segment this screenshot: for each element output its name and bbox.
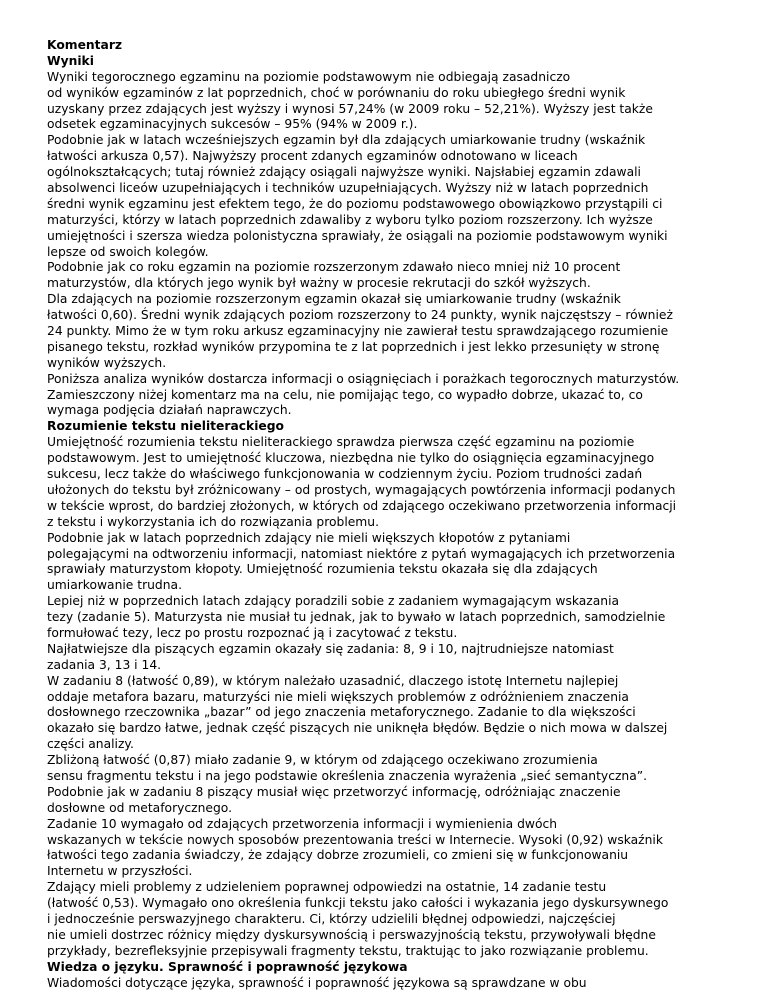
text-line: lepsze od swoich kolegów.: [47, 244, 209, 259]
text-line: w tekście wprost, do bardziej złożonych, w których od zdającego oczekiwano przetworzenia informacji: [47, 498, 677, 513]
text-line: podstawowym. Jest to umiejętność kluczowa, niezbędna nie tylko do osiągnięcia egzaminacyjnego: [47, 451, 655, 466]
text-line: absolwenci liceów uzupełniających i techników uzupełniających. Wyższy niż w latach poprzednich: [47, 181, 649, 196]
text-line: ułożonych do tekstu był zróżnicowany – od prostych, wymagających powtórzenia informacji podanych: [47, 482, 676, 497]
text-line: ogólnokształcących; tutaj również zdający osiągali najwyższe wyniki. Najsłabiej egzamin zdawali: [47, 165, 641, 180]
text-line: średni wynik egzaminu jest efektem tego, że do poziomu podstawowego obowiązkowo przystąpili ci: [47, 196, 663, 211]
section-heading: Rozumienie tekstu nieliterackiego: [47, 419, 285, 434]
text-line: Podobnie jak w zadaniu 8 piszący musiał więc przetworzyć informację, odróżniając znaczenie: [47, 784, 621, 799]
text-line: umiarkowanie trudna.: [47, 578, 182, 593]
text-line: wyników wyższych.: [47, 355, 167, 370]
text-line: Poniższa analiza wyników dostarcza informacji o osiągnięciach i porażkach tegorocznych maturzystów.: [47, 371, 680, 386]
text-line: okazało się bardzo łatwe, jednak część piszących nie uniknęła błędów. Będzie o nich mowa w dalszej: [47, 721, 668, 736]
text-line: oddaje metafora bazaru, maturzyści nie mieli większych problemów z odróżnieniem znaczenia: [47, 689, 629, 704]
text-line: Dla zdających na poziomie rozszerzonym egzamin okazał się umiarkowanie trudny (wskaźnik: [47, 292, 621, 307]
text-line: Najłatwiejsze dla piszących egzamin okazały się zadania: 8, 9 i 10, najtrudniejsze natomiast: [47, 641, 614, 656]
text-line: polegającymi na odtworzeniu informacji, natomiast niektóre z pytań wymagających ich przetworzenia: [47, 546, 676, 561]
text-line: i jednocześnie perswazyjnego charakteru. Ci, którzy udzielili błędnej odpowiedzi, najczęściej: [47, 911, 616, 926]
text-line: umiejętności i szersza wiedza polonistyczna sprawiały, że osiągali na poziomie podstawowym wyniki: [47, 228, 668, 243]
text-line: łatwości 0,60). Średni wynik zdających poziom rozszerzony to 24 punkty, wynik najczęstszy – również: [47, 308, 673, 323]
text-line: Internetu w przyszłości.: [47, 864, 193, 879]
text-line: nie umieli dostrzec różnicy między dyskursywnością i perswazyjnością tekstu, przywoływali błędne: [47, 927, 656, 942]
text-line: zadania 3, 13 i 14.: [47, 657, 162, 672]
text-line: sensu fragmentu tekstu i na jego podstawie określenia znaczenia wyrażenia „sieć semantyczna”.: [47, 768, 648, 783]
text-line: (łatwość 0,53). Wymagało ono określenia funkcji tekstu jako całości i wykazania jego dyskursywnego: [47, 896, 669, 911]
text-line: części analizy.: [47, 737, 134, 752]
text-line: od wyników egzaminów z lat poprzednich, choć w porównaniu do roku ubiegłego średni wynik: [47, 85, 626, 100]
text-line: Podobnie jak w latach poprzednich zdający nie mieli większych kłopotów z pytaniami: [47, 530, 571, 545]
section-heading: Komentarz: [47, 38, 123, 52]
text-line: Zamieszczony niżej komentarz ma na celu, nie pomijając tego, co wypadło dobrze, ukazać to, co: [47, 387, 643, 402]
text-line: przykłady, bezrefleksyjnie przepisywali fragmenty tekstu, traktując to jako rozwiązanie problemu.: [47, 943, 649, 958]
section-heading: Wyniki: [47, 53, 94, 68]
text-line: łatwości arkusza 0,57). Najwyższy procent zdanych egzaminów odnotowano w liceach: [47, 149, 578, 164]
text-line: Podobnie jak co roku egzamin na poziomie rozszerzonym zdawało nieco mniej niż 10 procent: [47, 260, 621, 275]
text-line: odsetek egzaminacyjnych sukcesów – 95% (94% w 2009 r.).: [47, 117, 418, 132]
text-line: wymaga podjęcia działań naprawczych.: [47, 403, 292, 418]
text-line: dosłownego rzeczownika „bazar” od jego znaczenia metaforycznego. Zadanie to dla większości: [47, 705, 636, 720]
text-line: 24 punkty. Mimo że w tym roku arkusz egzaminacyjny nie zawierał testu sprawdzającego rozumienie: [47, 324, 669, 339]
text-line: Zadanie 10 wymagało od zdających przetworzenia informacji i wymienienia dwóch: [47, 816, 558, 831]
text-line: sukcesu, lecz także do właściwego funkcjonowania w codziennym życiu. Poziom trudności zadań: [47, 467, 643, 482]
text-line: Lepiej niż w poprzednich latach zdający poradzili sobie z zadaniem wymagającym wskazania: [47, 594, 620, 609]
text-line: łatwości tego zadania świadczy, że zdający dobrze zrozumieli, co zmieni się w funkcjonowaniu: [47, 848, 629, 863]
text-line: z tekstu i wykorzystania ich do rozwiązania problemu.: [47, 514, 379, 529]
text-line: dosłowne od metaforycznego.: [47, 800, 232, 815]
text-line: Wyniki tegorocznego egzaminu na poziomie podstawowym nie odbiegają zasadniczo: [47, 69, 571, 84]
text-line: pisanego tekstu, rozkład wyników przypomina te z lat poprzednich i jest lekko przesunięty w stronę: [47, 339, 660, 354]
text-line: Podobnie jak w latach wcześniejszych egzamin był dla zdających umiarkowanie trudny (wskaźnik: [47, 133, 646, 148]
text-line: Zdający mieli problemy z udzieleniem poprawnej odpowiedzi na ostatnie, 14 zadanie testu: [47, 880, 607, 895]
text-line: maturzyści, którzy w latach poprzednich zdawaliby z wyboru tylko poziom rozszerzony. Ich wyższe: [47, 212, 653, 227]
text-line: uzyskany przez zdających jest wyższy i wynosi 57,24% (w 2009 roku – 52,21%). Wyższy jest także: [47, 101, 653, 116]
text-line: Umiejętność rozumienia tekstu nieliterackiego sprawdza pierwsza część egzaminu na poziomie: [47, 435, 635, 450]
text-line: tezy (zadanie 5). Maturzysta nie musiał tu jednak, jak to bywało w latach poprzednich, samodzielnie: [47, 610, 666, 625]
text-line: formułować tezy, lecz po prostu rozpoznać ją i zacytować z tekstu.: [47, 625, 458, 640]
text-line: W zadaniu 8 (łatwość 0,89), w którym należało uzasadnić, dlaczego istotę Internetu najlepiej: [47, 673, 619, 688]
section-heading: Wiedza o języku. Sprawność i poprawność językowa: [47, 959, 408, 974]
text-line: Wiadomości dotyczące języka, sprawność i poprawność językowa są sprawdzane w obu: [47, 975, 587, 990]
text-line: Zbliżoną łatwość (0,87) miało zadanie 9, w którym od zdającego oczekiwano zrozumienia: [47, 753, 598, 768]
text-line: maturzystów, dla których jego wynik był ważny w procesie rekrutacji do szkół wyższych.: [47, 276, 591, 291]
text-line: wskazanych w tekście nowych sposobów prezentowania treści w Internecie. Wysoki (0,92) wskaźnik: [47, 832, 663, 847]
text-line: sprawiały maturzystom kłopoty. Umiejętność rozumienia tekstu okazała się dla zdających: [47, 562, 598, 577]
document-body: [47, 38, 747, 991]
